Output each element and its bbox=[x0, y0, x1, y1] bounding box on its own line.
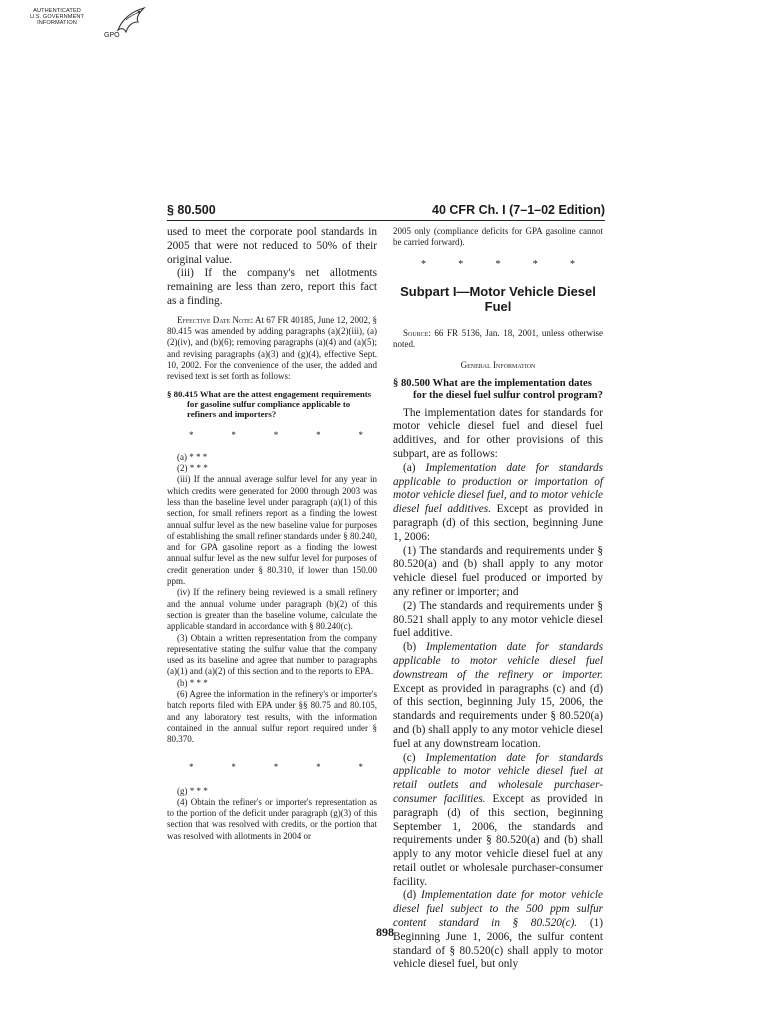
paragraph: (2) * * * bbox=[177, 463, 208, 474]
paragraph: (1) The standards and requirements under § 80.520(a) and (b) shall apply to any motor vehicle diesel fuel produced or imported by any refiner or importer; and bbox=[393, 544, 603, 598]
ellipsis-stars: * * * * * bbox=[189, 761, 363, 772]
paragraph: (a) * * * bbox=[177, 451, 208, 462]
paragraph: (b) * * * bbox=[177, 677, 208, 688]
paragraph: (g) * * * bbox=[177, 785, 208, 796]
paragraph: The implementation dates for standards for motor vehicle diesel fuel and diesel fuel additives, and for other provisions of this subpart, are as follows: bbox=[393, 406, 603, 460]
paragraph: (4) Obtain the refiner's or importer's representation as to the portion of the deficit under paragraph (g)(3) of this section that was resolved with credits, or the portion that was resolved with allotments in 2004 or bbox=[167, 796, 377, 841]
page-number: 898 bbox=[376, 925, 394, 939]
left-column bbox=[167, 226, 377, 842]
source-note: Source: 66 FR 5136, Jan. 18, 2001, unless otherwise noted. bbox=[393, 327, 603, 349]
note-label: Effective Date Note: bbox=[177, 314, 254, 325]
paragraph: (a) Implementation date for standards applicable to production or importation of motor vehicle diesel fuel, and to motor vehicle diesel fuel additives. Except as provided in paragraph (d) of this section, beginning June 1, 2006: bbox=[393, 461, 603, 543]
paragraph: (d) Implementation date for motor vehicle diesel fuel subject to the 500 ppm sulfur content standard in § 80.520(c). (1) Beginning June 1, 2006, the sulfur content standard of § 80.520(c) shall apply to motor vehicle diesel fuel, but only bbox=[393, 889, 604, 971]
seal-text: AUTHENTICATED U.S. GOVERNMENT INFORMATION bbox=[30, 8, 85, 27]
paragraph: (iii) If the company's net allotments remaining are less than zero, report this fact as a finding. bbox=[167, 267, 377, 307]
paragraph: (iii) If the annual average sulfur level for any year in which credits were generated for 2000 through 2003 was less than the baseline level under paragraph (a)(1) of this section, for small refiners report as a finding the lowest annual sulfur level as the new baseline value for purposes of establishing the small refiner standards under § 80.240, and for GPA gasoline report as a finding the lowest annual sulfur level as the new sulfur level for purposes of credit generation under § 80.310, if lower than 150.00 ppm. bbox=[167, 474, 377, 587]
paragraph: 2005 only (compliance deficits for GPA gasoline cannot be carried forward). bbox=[393, 226, 603, 248]
gpo-authentication-seal bbox=[10, 6, 142, 46]
paragraph: (3) Obtain a written representation from the company representative stating the sulfur value that the company used as its baseline and agree that number to paragraphs (a)(1) and (a)(2) of this section and to the reports to EPA. bbox=[167, 632, 377, 677]
paragraph: (6) Agree the information in the refinery's or importer's batch reports filed with EPA under §§ 80.75 and 80.105, and any laboratory test results, with the information contained in the annual sulfur report required under § 80.370. bbox=[167, 689, 377, 745]
paragraph: used to meet the corporate pool standards in 2005 that were not reduced to 50% of their original value. bbox=[167, 226, 377, 266]
running-head-section: § 80.500 bbox=[167, 203, 216, 217]
paragraph: (b) Implementation date for standards applicable to motor vehicle diesel fuel downstream of the refinery or importer. Except as provided in paragraphs (c) and (d) of this section, beginning July 15, 2006, the standards and requirements under § 80.520(a) and (b) shall apply to any motor vehicle diesel fuel at any downstream location. bbox=[393, 641, 603, 750]
paragraph: (2) The standards and requirements under § 80.521 shall apply to any motor vehicle diesel fuel additive. bbox=[393, 599, 603, 640]
right-column bbox=[393, 226, 603, 972]
section-heading-80-500: § 80.500 What are the implementation dates for the diesel fuel sulfur control program? bbox=[393, 378, 603, 402]
seal-gpo: GPO bbox=[104, 32, 120, 39]
paragraph: (c) Implementation date for standards applicable to motor vehicle diesel fuel at retail outlets and wholesale purchaser-consumer facilities. Except as provided in paragraph (d) of this section, beginning September 1, 2006, the standards and requirements under § 80.520(a) and (b) shall apply to any motor vehicle diesel fuel at any retail outlet or wholesale purchaser-consumer facility. bbox=[393, 751, 603, 888]
running-head-edition: 40 CFR Ch. I (7–1–02 Edition) bbox=[432, 203, 605, 217]
effective-date-note: Effective Date Note: At 67 FR 40185, June 12, 2002, § 80.415 was amended by adding paragraphs (a)(2)(iii), (a)(2)(iv), and (b)(6); removing paragraphs (a)(4) and (a)(5); and revising paragraphs (a)(3) and (g)(4), effective Sept. 10, 2002. For the convenience of the user, the added and revised text is set forth as follows: bbox=[167, 314, 377, 382]
ellipsis-stars: * * * * * bbox=[189, 429, 363, 440]
section-heading-80-415: § 80.415 What are the attest engagement requirements for gasoline sulfur compliance applicable to refiners and importers? bbox=[167, 388, 372, 420]
paragraph: (iv) If the refinery being reviewed is a small refinery and the annual volume under paragraph (b)(2) of this section is greater than the baseline volume, calculate the applicable standard in accordance with § 80.240(c). bbox=[167, 587, 377, 632]
subpart-title: Subpart I—Motor Vehicle Diesel Fuel bbox=[400, 283, 596, 314]
general-information-heading: General Information bbox=[460, 360, 536, 371]
ellipsis-stars: * * * * * bbox=[421, 258, 575, 270]
header-rule bbox=[167, 220, 605, 221]
